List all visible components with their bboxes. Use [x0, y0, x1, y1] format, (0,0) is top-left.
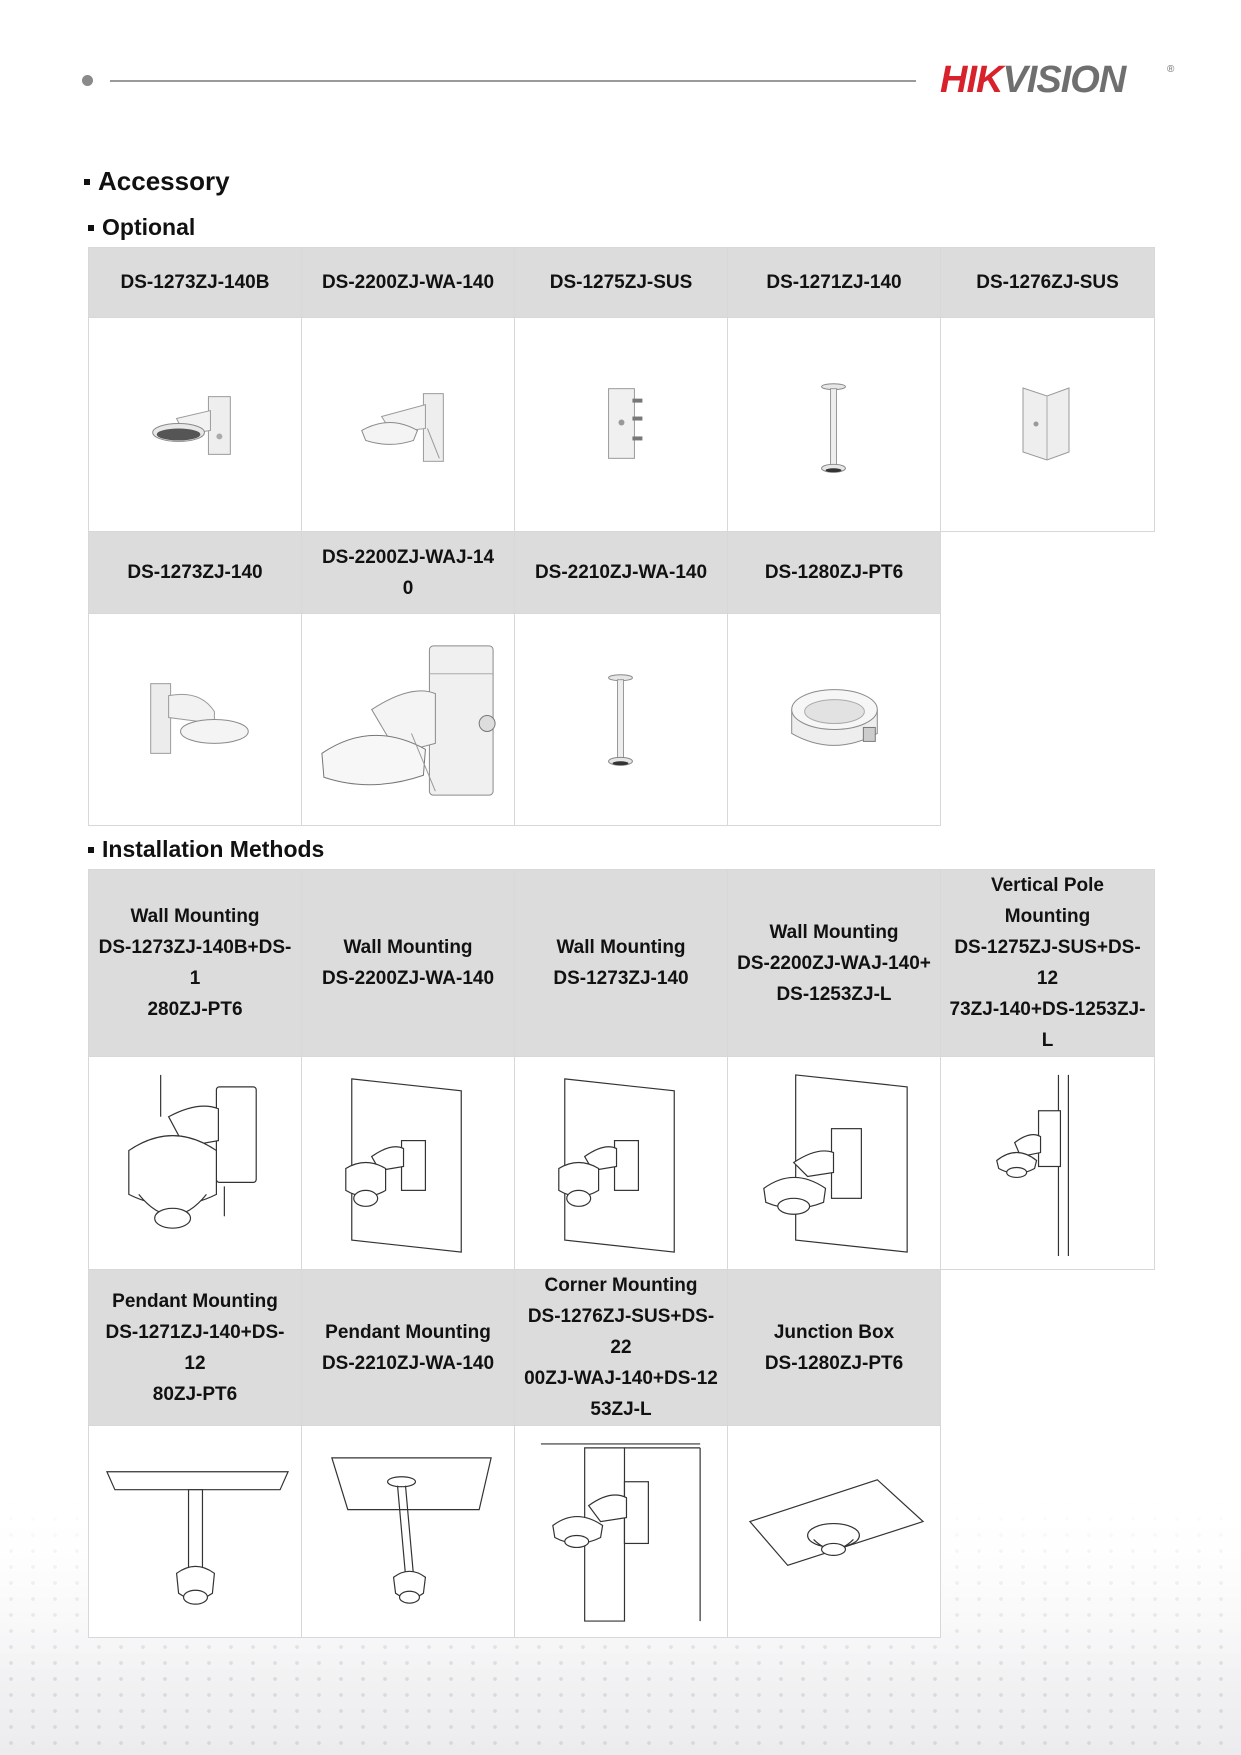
accessory-model: DS-1275ZJ-SUS	[549, 272, 693, 293]
accessory-image-cell	[941, 318, 1155, 532]
table-row	[89, 532, 1155, 614]
method-model: DS-2210ZJ-WA-140	[321, 1352, 495, 1374]
method-image-cell	[302, 1426, 515, 1638]
accessory-name-cell	[728, 248, 941, 318]
method-model: DS-1276ZJ-SUS+DS-22	[527, 1306, 715, 1358]
optional-accessories-table	[88, 247, 1155, 826]
accessory-heading-text: Accessory	[98, 166, 230, 196]
accessory-name-cell	[302, 532, 515, 614]
method-name: Wall Mounting	[130, 906, 260, 927]
method-model: 53ZJ-L	[590, 1399, 652, 1420]
method-model: DS-2200ZJ-WA-140	[321, 968, 495, 989]
header-dot	[82, 75, 93, 86]
method-title-cell	[941, 870, 1155, 1057]
method-title-cell	[302, 1270, 515, 1426]
header-rule	[110, 80, 916, 82]
optional-heading-text: Optional	[102, 214, 196, 240]
table-row	[89, 870, 1155, 1057]
method-image-cell	[89, 1426, 302, 1638]
accessory-model-line2: 0	[402, 577, 414, 599]
method-model: 73ZJ-140+DS-1253ZJ-L	[949, 999, 1146, 1051]
corner-mount-plate-icon	[941, 318, 1154, 531]
pendant-pole-icon	[515, 614, 727, 825]
method-name: Wall Mounting	[556, 937, 686, 958]
method-title-cell	[302, 870, 515, 1057]
pendant-mount-drawing-icon	[302, 1426, 514, 1637]
accessory-image-cell	[302, 614, 515, 826]
accessory-model-line1: DS-2200ZJ-WAJ-14	[321, 546, 495, 568]
method-model: DS-1275ZJ-SUS+DS-12	[954, 937, 1141, 989]
method-image-cell	[728, 1426, 941, 1638]
method-name: Mounting	[1004, 906, 1091, 927]
pole-mount-plate-icon	[515, 319, 727, 531]
heading-bullet	[88, 847, 94, 853]
svg-text:HIKVISION: HIKVISION	[940, 59, 1126, 101]
method-name: Vertical Pole	[990, 875, 1104, 896]
accessory-model: DS-1280ZJ-PT6	[764, 562, 904, 583]
accessory-image-cell	[302, 318, 515, 532]
method-image-cell	[515, 1426, 728, 1638]
accessory-model: DS-2210ZJ-WA-140	[534, 562, 708, 583]
method-model: 280ZJ-PT6	[147, 999, 243, 1020]
installation-methods-heading-text: Installation Methods	[102, 836, 325, 862]
installation-methods-table	[88, 869, 1155, 1638]
table-row	[89, 614, 1155, 826]
accessory-name-cell	[89, 248, 302, 318]
accessory-heading	[84, 166, 230, 197]
accessory-name-cell	[515, 532, 728, 614]
accessory-name-cell	[515, 248, 728, 318]
accessory-image-cell	[728, 318, 941, 532]
accessory-image-cell	[728, 614, 941, 826]
method-name: Pendant Mounting	[325, 1321, 491, 1343]
ceiling-junction-box-drawing-icon	[728, 1426, 940, 1637]
pendant-mount-drawing-icon	[89, 1426, 301, 1637]
method-image-cell	[941, 1057, 1155, 1270]
method-title-cell	[728, 870, 941, 1057]
method-title-cell	[515, 870, 728, 1057]
method-image-cell	[515, 1057, 728, 1270]
method-image-cell	[302, 1057, 515, 1270]
installation-methods-heading	[88, 836, 324, 863]
table-row	[89, 1270, 1155, 1426]
accessory-model: DS-1273ZJ-140	[127, 562, 263, 583]
wall-bracket-dome-icon	[302, 319, 514, 531]
empty-cell	[941, 1426, 1155, 1638]
empty-cell	[941, 1270, 1155, 1426]
method-title-cell	[89, 1270, 302, 1426]
method-image-cell	[728, 1057, 941, 1270]
accessory-model: DS-2200ZJ-WA-140	[321, 272, 495, 293]
method-name: Wall Mounting	[769, 921, 899, 943]
optional-heading	[88, 214, 195, 241]
method-model: DS-1273ZJ-140B+DS-1	[98, 937, 292, 989]
accessory-image-cell	[515, 614, 728, 826]
empty-cell	[941, 532, 1155, 614]
accessory-name-cell	[89, 532, 302, 614]
method-title-cell	[728, 1270, 941, 1426]
accessory-name-cell	[728, 532, 941, 614]
heading-bullet	[88, 225, 94, 231]
svg-text:®: ®	[1167, 64, 1175, 75]
accessory-model: DS-1276ZJ-SUS	[976, 272, 1119, 293]
pendant-pole-icon	[728, 319, 940, 531]
method-title-cell	[89, 870, 302, 1057]
method-model: DS-1271ZJ-140+DS-12	[105, 1321, 285, 1374]
accessory-model: DS-1273ZJ-140B	[120, 272, 270, 293]
method-model: 00ZJ-WAJ-140+DS-12	[524, 1368, 718, 1389]
wall-bracket-junction-box-icon	[302, 614, 514, 825]
table-row	[89, 1426, 1155, 1638]
table-row	[89, 248, 1155, 318]
corner-mount-drawing-icon	[515, 1426, 727, 1637]
wall-bracket-icon	[89, 614, 301, 825]
heading-bullet	[84, 179, 90, 185]
junction-box-icon	[728, 614, 940, 825]
accessory-name-cell	[302, 248, 515, 318]
accessory-image-cell	[89, 614, 302, 826]
wall-mount-drawing-icon	[728, 1057, 940, 1269]
wall-mount-drawing-icon	[302, 1057, 514, 1269]
accessory-model: DS-1271ZJ-140	[766, 272, 902, 293]
empty-cell	[941, 614, 1155, 826]
method-name: Wall Mounting	[343, 937, 473, 958]
method-model: DS-1280ZJ-PT6	[764, 1352, 904, 1374]
pole-mount-drawing-icon	[941, 1057, 1154, 1269]
method-title-cell	[515, 1270, 728, 1426]
accessory-image-cell	[89, 318, 302, 532]
hikvision-logo	[940, 56, 1180, 104]
wall-mount-drawing-icon	[89, 1057, 301, 1269]
method-model: DS-1253ZJ-L	[776, 983, 892, 1005]
table-row	[89, 318, 1155, 532]
method-image-cell	[89, 1057, 302, 1270]
accessory-image-cell	[515, 318, 728, 532]
method-name: Junction Box	[773, 1321, 895, 1343]
method-name: Corner Mounting	[544, 1275, 698, 1296]
table-row	[89, 1057, 1155, 1270]
method-model: 80ZJ-PT6	[152, 1383, 238, 1405]
method-name: Pendant Mounting	[112, 1290, 278, 1312]
method-model: DS-1273ZJ-140	[553, 968, 689, 989]
accessory-name-cell	[941, 248, 1155, 318]
wall-bracket-dome-icon	[89, 319, 301, 531]
method-model: DS-2200ZJ-WAJ-140+	[737, 952, 931, 974]
wall-mount-drawing-icon	[515, 1057, 727, 1269]
